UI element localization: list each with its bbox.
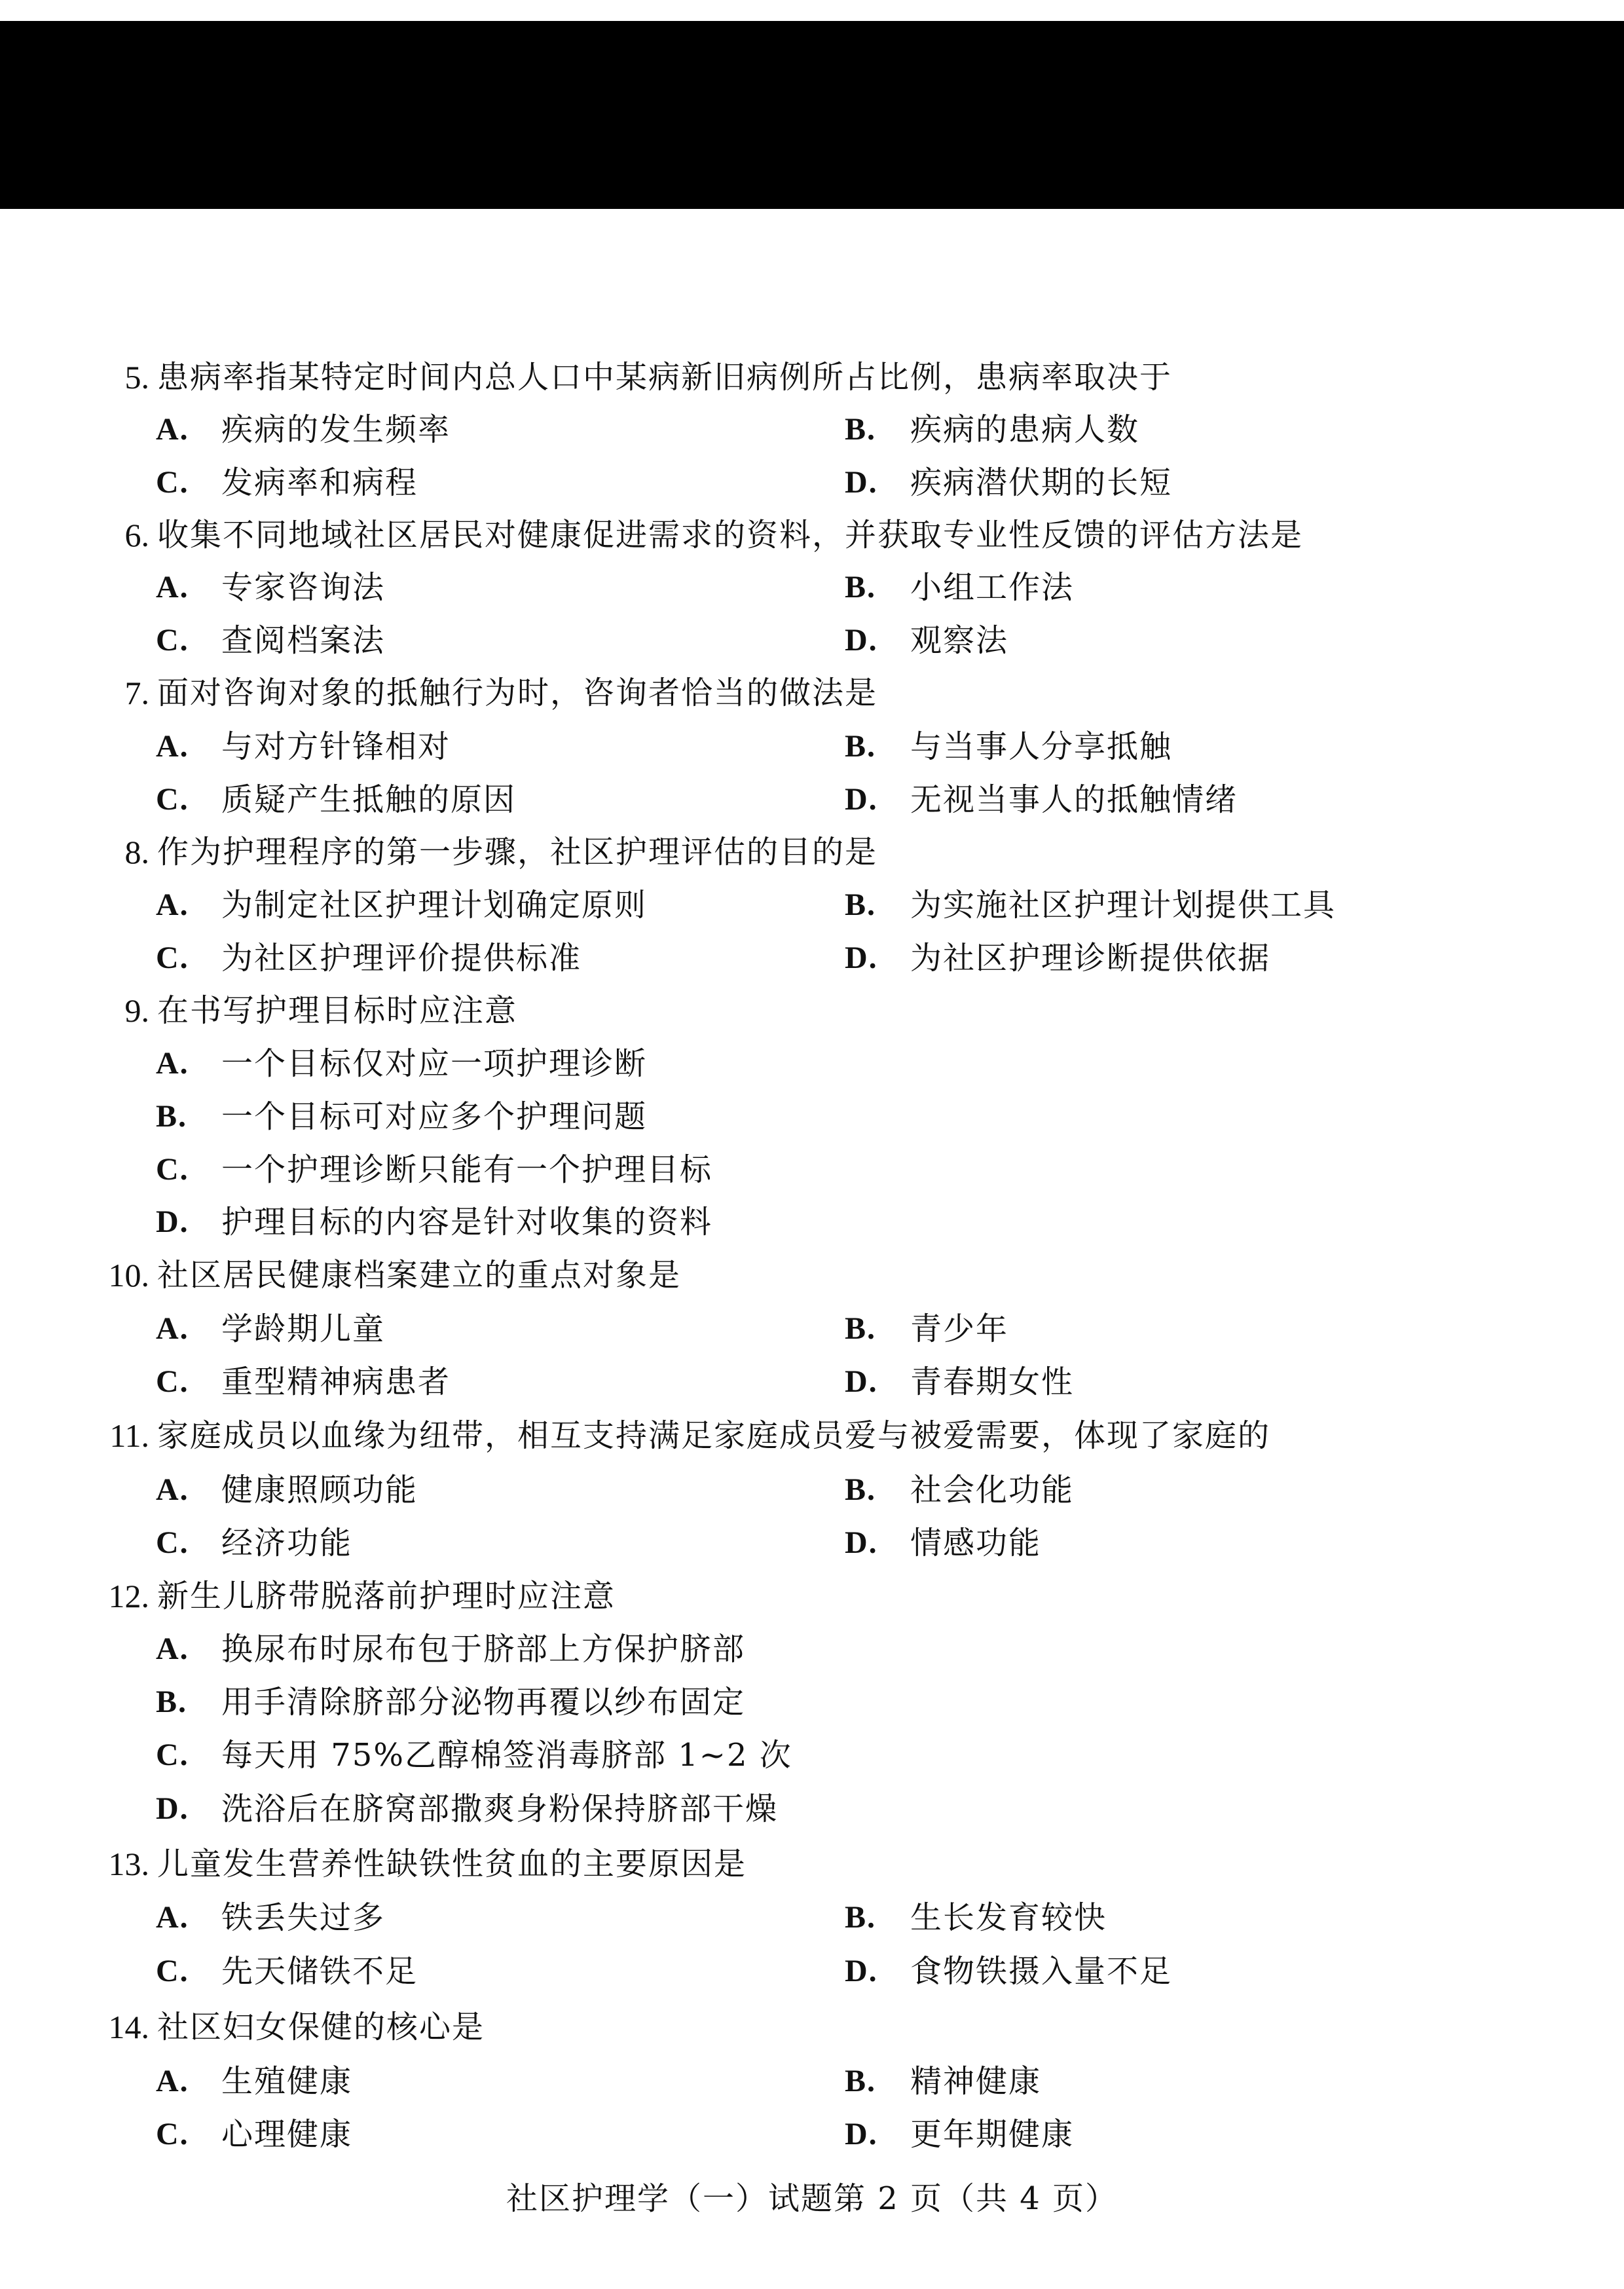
option-label: B.	[845, 1900, 877, 1935]
option-text: 先天储铁不足	[221, 1953, 418, 1990]
option-text: 青少年	[910, 1311, 1009, 1347]
option-b[interactable]	[156, 1094, 647, 1140]
question-number: 7.	[124, 675, 149, 711]
option-label: B.	[845, 1472, 877, 1507]
option-label: C.	[156, 1525, 189, 1560]
option-text: 食物铁摄入量不足	[910, 1953, 1173, 1990]
option-text: 每天用 75%乙醇棉签消毒脐部 1~2 次	[221, 1737, 792, 1774]
option-text: 重型精神病患者	[221, 1364, 451, 1400]
option-text: 质疑产生抵触的原因	[221, 781, 517, 818]
option-text: 疾病的发生频率	[221, 411, 451, 448]
option-text: 一个目标仅对应一项护理诊断	[221, 1045, 648, 1082]
question-text: 儿童发生营养性缺铁性贫血的主要原因是	[157, 1846, 747, 1882]
option-label: B.	[845, 412, 877, 447]
option-text: 专家咨询法	[221, 569, 386, 606]
option-text: 更年期健康	[910, 2116, 1075, 2153]
option-b[interactable]	[156, 1679, 745, 1725]
option-b[interactable]	[845, 882, 1336, 928]
option-text: 无视当事人的抵触情绪	[910, 781, 1238, 818]
option-label: A.	[156, 887, 189, 922]
option-text: 为制定社区护理计划确定原则	[221, 887, 648, 923]
option-d[interactable]	[845, 618, 1008, 663]
option-a[interactable]	[156, 407, 451, 453]
question-text: 作为护理程序的第一步骤，社区护理评估的目的是	[157, 834, 878, 870]
option-label: C.	[156, 1152, 189, 1187]
option-label: D.	[845, 623, 878, 658]
option-b[interactable]	[845, 2058, 1041, 2104]
question-text: 新生儿脐带脱落前护理时应注意	[157, 1578, 616, 1614]
option-text: 为社区护理评价提供标准	[221, 940, 582, 977]
option-label: B.	[156, 1684, 188, 1719]
option-b[interactable]	[845, 1895, 1107, 1941]
option-d[interactable]	[845, 935, 1270, 981]
option-label: D.	[845, 2117, 878, 2151]
option-label: D.	[156, 1204, 189, 1239]
option-text: 护理目标的内容是针对收集的资料	[221, 1204, 713, 1240]
option-text: 生长发育较快	[910, 1899, 1107, 1936]
option-label: A.	[156, 729, 189, 764]
question-text: 患病率指某特定时间内总人口中某病新旧病例所占比例，患病率取决于	[157, 359, 1173, 396]
option-text: 换尿布时尿布包于脐部上方保护脐部	[221, 1631, 746, 1667]
option-text: 社会化功能	[910, 1472, 1075, 1508]
option-text: 一个护理诊断只能有一个护理目标	[221, 1151, 713, 1188]
option-c[interactable]	[156, 1359, 451, 1405]
question-number: 6.	[124, 517, 149, 553]
option-d[interactable]	[156, 1199, 712, 1245]
option-d[interactable]	[845, 1359, 1074, 1405]
option-c[interactable]	[156, 1948, 418, 1994]
option-text: 与对方针锋相对	[221, 728, 451, 765]
option-text: 学龄期儿童	[221, 1311, 386, 1347]
option-b[interactable]	[845, 565, 1074, 610]
option-b[interactable]	[845, 724, 1172, 770]
option-text: 生殖健康	[221, 2063, 353, 2100]
option-a[interactable]	[156, 1626, 745, 1672]
option-a[interactable]	[156, 1895, 385, 1941]
option-a[interactable]	[156, 565, 385, 610]
option-c[interactable]	[156, 618, 385, 663]
option-c[interactable]	[156, 1520, 352, 1566]
option-text: 发病率和病程	[221, 464, 418, 501]
option-label: A.	[156, 1311, 189, 1346]
option-d[interactable]	[845, 1948, 1172, 1994]
question-number: 10.	[108, 1257, 149, 1293]
option-label: A.	[156, 1631, 189, 1666]
option-label: B.	[845, 570, 877, 605]
question-number: 11.	[109, 1417, 149, 1454]
option-label: B.	[845, 2064, 877, 2098]
option-c[interactable]	[156, 2112, 352, 2157]
question-number: 9.	[124, 992, 149, 1029]
option-label: B.	[845, 887, 877, 922]
page-footer: 社区护理学（一）试题第 2 页（共 4 页）	[506, 2180, 1118, 2217]
option-label: C.	[156, 940, 189, 975]
option-label: D.	[845, 782, 878, 817]
option-label: C.	[156, 1738, 189, 1772]
option-label: C.	[156, 1364, 189, 1399]
option-text: 为实施社区护理计划提供工具	[910, 887, 1337, 923]
question-text: 社区居民健康档案建立的重点对象是	[157, 1257, 682, 1293]
question-number: 13.	[108, 1846, 149, 1882]
option-label: A.	[156, 570, 189, 605]
option-d[interactable]	[845, 1520, 1041, 1566]
question-text: 家庭成员以血缘为纽带，相互支持满足家庭成员爱与被爱需要，体现了家庭的	[157, 1417, 1271, 1454]
option-text: 观察法	[910, 622, 1009, 659]
option-c[interactable]	[156, 460, 418, 506]
option-d[interactable]	[845, 777, 1238, 823]
option-d[interactable]	[845, 2112, 1074, 2157]
option-label: B.	[156, 1099, 188, 1134]
option-label: C.	[156, 782, 189, 817]
question-text: 在书写护理目标时应注意	[157, 992, 518, 1029]
option-d[interactable]	[845, 460, 1172, 506]
option-text: 疾病的患病人数	[910, 411, 1140, 448]
question-number: 14.	[108, 2009, 149, 2045]
option-label: D.	[845, 940, 878, 975]
option-label: B.	[845, 729, 877, 764]
option-a[interactable]	[156, 1041, 647, 1087]
option-label: D.	[156, 1791, 189, 1826]
question-number: 8.	[124, 834, 149, 870]
option-label: C.	[156, 465, 189, 500]
option-a[interactable]	[156, 724, 451, 770]
option-text: 铁丢失过多	[221, 1899, 386, 1936]
option-label: A.	[156, 1472, 189, 1507]
option-text: 疾病潜伏期的长短	[910, 464, 1173, 501]
option-label: D.	[845, 1525, 878, 1560]
option-text: 精神健康	[910, 2063, 1042, 2100]
option-text: 为社区护理诊断提供依据	[910, 940, 1271, 977]
option-a[interactable]	[156, 882, 647, 928]
option-a[interactable]	[156, 1467, 418, 1513]
option-text: 心理健康	[221, 2116, 353, 2153]
option-text: 一个目标可对应多个护理问题	[221, 1098, 648, 1135]
option-label: A.	[156, 1046, 189, 1081]
option-b[interactable]	[845, 1467, 1074, 1513]
option-b[interactable]	[845, 1306, 1008, 1352]
option-text: 情感功能	[910, 1525, 1042, 1561]
option-label: D.	[845, 465, 878, 500]
option-c[interactable]	[156, 1147, 712, 1193]
option-label: A.	[156, 1900, 189, 1935]
option-d[interactable]	[156, 1786, 778, 1832]
option-text: 洗浴后在脐窝部撒爽身粉保持脐部干燥	[221, 1791, 779, 1827]
option-label: C.	[156, 623, 189, 658]
option-c[interactable]	[156, 1732, 792, 1778]
question-text: 收集不同地域社区居民对健康促进需求的资料，并获取专业性反馈的评估方法是	[157, 517, 1304, 553]
question-text: 社区妇女保健的核心是	[157, 2009, 485, 2045]
option-label: D.	[845, 1954, 878, 1988]
option-a[interactable]	[156, 2058, 352, 2104]
redaction-bar	[0, 21, 1624, 209]
option-text: 小组工作法	[910, 569, 1075, 606]
option-label: A.	[156, 2064, 189, 2098]
option-text: 经济功能	[221, 1525, 353, 1561]
option-c[interactable]	[156, 777, 516, 823]
option-text: 用手清除脐部分泌物再覆以纱布固定	[221, 1684, 746, 1721]
question-text: 面对咨询对象的抵触行为时，咨询者恰当的做法是	[157, 675, 878, 711]
option-label: C.	[156, 1954, 189, 1988]
option-label: A.	[156, 412, 189, 447]
option-c[interactable]	[156, 935, 581, 981]
question-number: 12.	[108, 1578, 149, 1614]
option-label: C.	[156, 2117, 189, 2151]
option-text: 与当事人分享抵触	[910, 728, 1173, 765]
option-text: 健康照顾功能	[221, 1472, 418, 1508]
option-label: D.	[845, 1364, 878, 1399]
option-text: 青春期女性	[910, 1364, 1075, 1400]
option-label: B.	[845, 1311, 877, 1346]
option-b[interactable]	[845, 407, 1139, 453]
option-a[interactable]	[156, 1306, 385, 1352]
question-number: 5.	[124, 359, 149, 396]
option-text: 查阅档案法	[221, 622, 386, 659]
